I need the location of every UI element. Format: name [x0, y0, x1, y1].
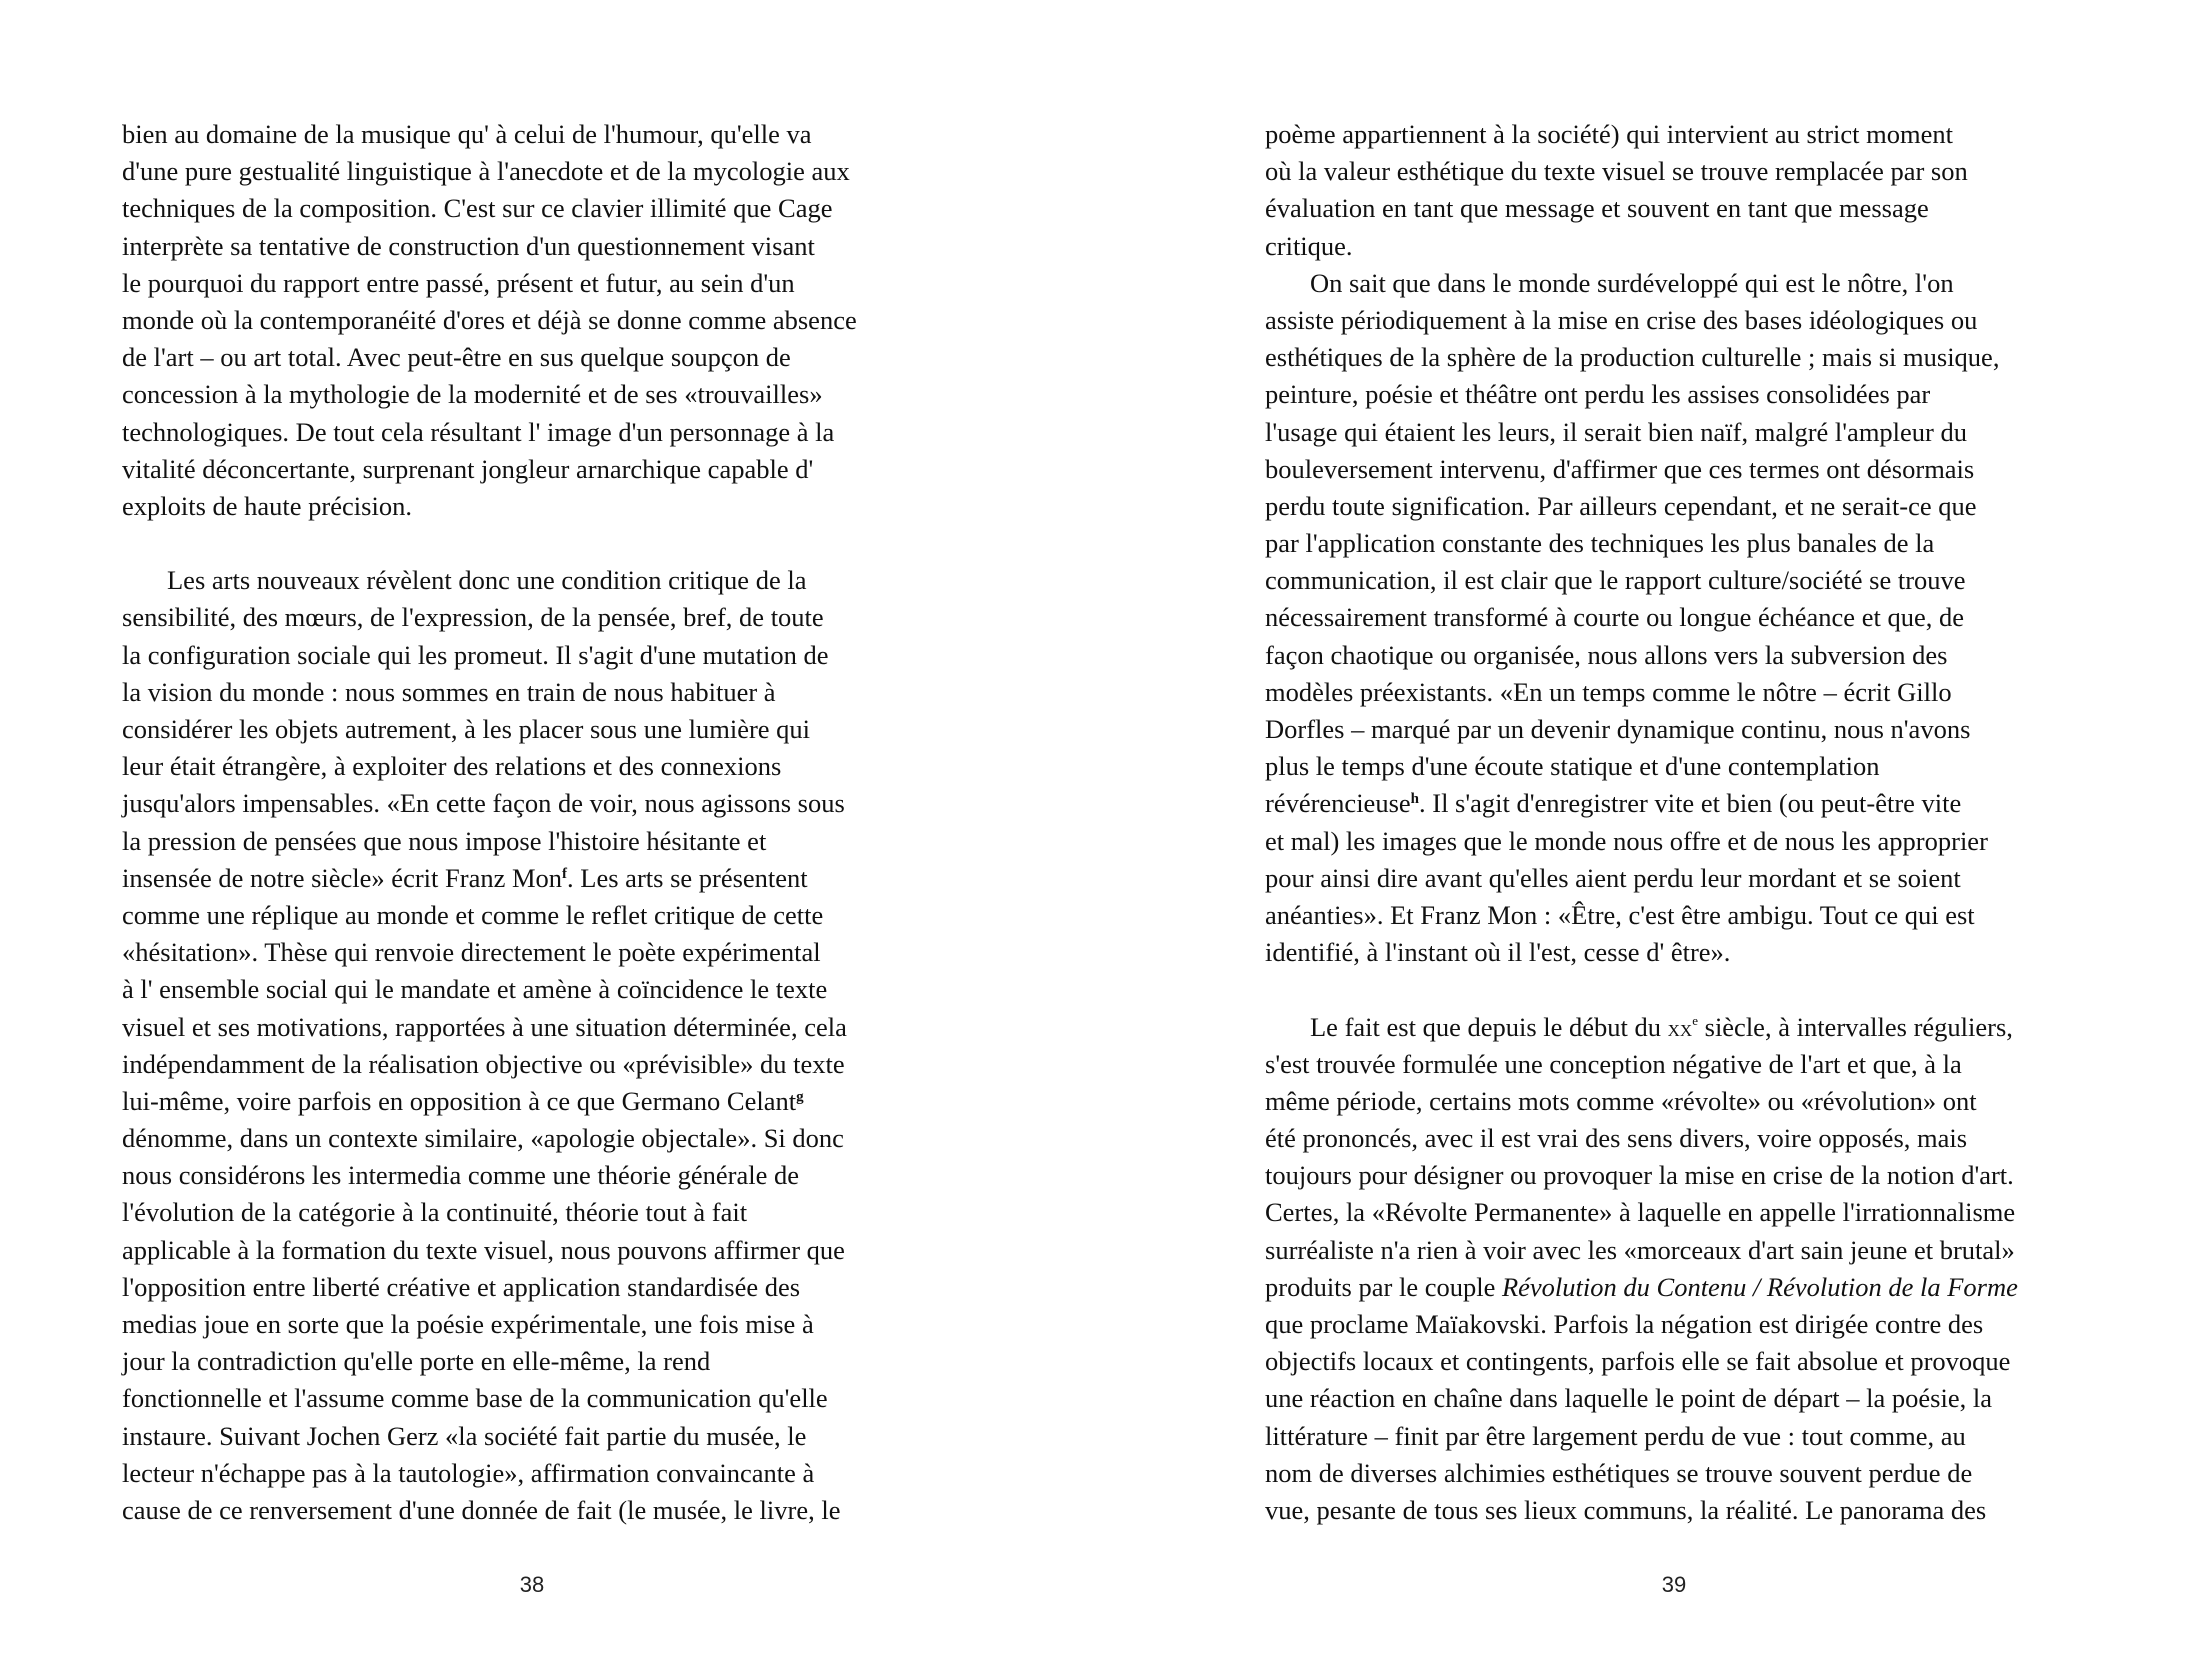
left-page — [0, 0, 1102, 1654]
text-line: assiste périodiquement à la mise en crise des bases idéologiques ou — [1265, 304, 1978, 335]
text-line: nom de diverses alchimies esthétiques se trouve souvent perdue de — [1265, 1457, 1973, 1488]
text-line: l'usage qui étaient les leurs, il serait bien naïf, malgré l'ampleur du — [1265, 416, 1968, 447]
ordinal-superscript: e — [1692, 1012, 1698, 1028]
text-line: monde où la contemporanéité d'ores et déjà se donne comme absence — [122, 304, 857, 335]
text-line: jusqu'alors impensables. «En cette façon de voir, nous agissons sous — [122, 788, 845, 819]
text-line: considérer les objets autrement, à les placer sous une lumière qui — [122, 714, 811, 744]
footnote-marker: h — [1410, 791, 1419, 808]
text-line: communication, il est clair que le rapport culture/société se trouve — [1265, 565, 1966, 596]
text-line — [1265, 785, 2083, 822]
text-line: jour la contradiction qu'elle porte en elle-même, la rend — [122, 1346, 711, 1377]
text-line: «hésitation». Thèse qui renvoie directement le poète expérimental — [122, 937, 821, 968]
roman-numeral: xx — [1667, 1015, 1693, 1042]
text-line: d'une pure gestualité linguistique à l'anecdote et de la mycologie aux — [122, 156, 850, 187]
text-segment: lui-même, voire parfois en opposition à ce que Germano Celant — [122, 1085, 797, 1116]
text-line: de l'art – ou art total. Avec peut-être en sus quelque soupçon de — [122, 342, 791, 373]
body-text — [1265, 116, 2083, 1529]
paragraph-break — [122, 525, 942, 562]
text-line: applicable à la formation du texte visuel, nous pouvons affirmer que — [122, 1234, 845, 1265]
text-line: esthétiques de la sphère de la production culturelle ; mais si musique, — [1265, 342, 2000, 373]
text-line: critique. — [1265, 230, 1353, 261]
text-line: nécessairement transformé à courte ou longue échéance et que, de — [1265, 602, 1964, 633]
text-line: littérature – finit par être largement perdu de vue : tout comme, au — [1265, 1420, 1966, 1451]
text-line: où la valeur esthétique du texte visuel se trouve remplacée par son — [1265, 156, 1968, 187]
text-line: Certes, la «Révolte Permanente» à laquelle en appelle l'irrationnalisme — [1265, 1197, 2016, 1228]
text-line: Dorfles – marqué par un devenir dynamique continu, nous n'avons — [1265, 714, 1971, 744]
text-line — [122, 860, 942, 897]
text-line: leur était étrangère, à exploiter des relations et des connexions — [122, 751, 782, 782]
text-line: identifié, à l'instant où il l'est, cesse d' être». — [1265, 937, 1731, 968]
text-line: l'évolution de la catégorie à la continuité, théorie tout à fait — [122, 1197, 748, 1228]
text-line: modèles préexistants. «En un temps comme le nôtre – écrit Gillo — [1265, 676, 1952, 707]
text-line: cause de ce renversement d'une donnée de fait (le musée, le livre, le — [122, 1494, 841, 1525]
footnote-marker: f — [562, 865, 568, 882]
text-line: exploits de haute précision. — [122, 490, 412, 521]
text-line: une réaction en chaîne dans laquelle le point de départ – la poésie, la — [1265, 1383, 1992, 1414]
text-line: interprète sa tentative de construction d'un questionnement visant — [122, 230, 815, 261]
right-page — [1102, 0, 2205, 1654]
page-number: 38 — [519, 1572, 545, 1597]
text-line: vue, pesante de tous ses lieux communs, la réalité. Le panorama des — [1265, 1494, 1987, 1525]
text-line: surréaliste n'a rien à voir avec les «morceaux d'art sain jeune et brutal» — [1265, 1234, 2015, 1265]
text-segment: révérencieuse — [1265, 788, 1411, 819]
text-segment: . Les arts se présentent — [567, 862, 808, 893]
text-segment: . Il s'agit d'enregistrer vite et bien (ou peut-être vite — [1419, 788, 1962, 819]
text-line: pour ainsi dire avant qu'elles aient perdu leur mordant et se soient — [1265, 862, 1961, 893]
text-line: Les arts nouveaux révèlent donc une condition critique de la — [167, 565, 807, 596]
text-line: medias joue en sorte que la poésie expérimentale, une fois mise à — [122, 1309, 814, 1339]
body-text — [122, 116, 942, 1529]
text-line: l'opposition entre liberté créative et application standardisée des — [122, 1271, 801, 1302]
paragraph-break — [1265, 971, 2083, 1008]
text-segment: siècle, à intervalles réguliers, — [1698, 1011, 2013, 1042]
text-line: concession à la mythologie de la modernité et de ses «trouvailles» — [122, 379, 823, 410]
text-line: la vision du monde : nous sommes en train de nous habituer à — [122, 676, 776, 707]
text-line: indépendamment de la réalisation objective ou «prévisible» du texte — [122, 1048, 845, 1079]
text-line — [1265, 1009, 2083, 1046]
footnote-marker: g — [796, 1088, 804, 1105]
text-line: techniques de la composition. C'est sur ce clavier illimité que Cage — [122, 193, 833, 224]
text-segment: produits par le couple — [1265, 1271, 1502, 1302]
text-line: perdu toute signification. Par ailleurs cependant, et ne serait-ce que — [1265, 490, 1977, 521]
text-segment: insensée de notre siècle» écrit Franz Mon — [122, 862, 563, 893]
text-line: sensibilité, des mœurs, de l'expression, de la pensée, bref, de toute — [122, 602, 824, 633]
text-line: comme une réplique au monde et comme le reflet critique de cette — [122, 899, 824, 930]
text-line: bouleversement intervenu, d'affirmer que ces termes ont désormais — [1265, 453, 1975, 484]
text-line: façon chaotique ou organisée, nous allons vers la subversion des — [1265, 639, 1948, 670]
text-line: anéanties». Et Franz Mon : «Être, c'est être ambigu. Tout ce qui est — [1265, 899, 1975, 930]
text-line — [1265, 1269, 2083, 1306]
text-line: peinture, poésie et théâtre ont perdu les assises consolidées par — [1265, 379, 1931, 410]
text-line: dénomme, dans un contexte similaire, «apologie objectale». Si donc — [122, 1123, 844, 1154]
text-line: visuel et ses motivations, rapportées à une situation déterminée, cela — [122, 1011, 847, 1042]
text-line: la configuration sociale qui les promeut. Il s'agit d'une mutation de — [122, 639, 829, 670]
text-line: évaluation en tant que message et souvent en tant que message — [1265, 193, 1929, 224]
text-line: la pression de pensées que nous impose l'histoire hésitante et — [122, 825, 767, 856]
text-line: bien au domaine de la musique qu' à celui de l'humour, qu'elle va — [122, 119, 812, 149]
text-line: plus le temps d'une écoute statique et d'une contemplation — [1265, 751, 1880, 782]
text-line: été prononcés, avec il est vrai des sens divers, voire opposés, mais — [1265, 1123, 1968, 1154]
text-line: lecteur n'échappe pas à la tautologie», affirmation convaincante à — [122, 1457, 815, 1488]
text-line: par l'application constante des techniques les plus banales de la — [1265, 528, 1935, 559]
text-line: poème appartiennent à la société) qui intervient au strict moment — [1265, 119, 1954, 149]
text-line: nous considérons les intermedia comme une théorie générale de — [122, 1160, 799, 1191]
text-line: objectifs locaux et contingents, parfois elle se fait absolue et provoque — [1265, 1346, 2011, 1377]
text-line — [122, 1083, 942, 1120]
text-line: s'est trouvée formulée une conception négative de l'art et que, à la — [1265, 1048, 1962, 1079]
text-line: toujours pour désigner ou provoquer la mise en crise de la notion d'art. — [1265, 1160, 2014, 1191]
text-line: le pourquoi du rapport entre passé, présent et futur, au sein d'un — [122, 267, 795, 298]
italic-text: Révolution du Contenu / Révolution de la Forme — [1501, 1271, 2018, 1302]
text-line: fonctionnelle et l'assume comme base de la communication qu'elle — [122, 1383, 828, 1414]
text-segment: Le fait est que depuis le début du — [1310, 1011, 1668, 1042]
page-number: 39 — [1661, 1572, 1687, 1597]
text-line: que proclame Maïakovski. Parfois la négation est dirigée contre des — [1265, 1309, 1984, 1339]
text-line: et mal) les images que le monde nous offre et de nous les approprier — [1265, 825, 1988, 856]
text-line: On sait que dans le monde surdéveloppé qui est le nôtre, l'on — [1310, 267, 1954, 298]
text-line: instaure. Suivant Jochen Gerz «la société fait partie du musée, le — [122, 1420, 807, 1451]
text-line: vitalité déconcertante, surprenant jongleur arnarchique capable d' — [122, 453, 814, 484]
text-line: technologiques. De tout cela résultant l' image d'un personnage à la — [122, 416, 835, 447]
text-line: à l' ensemble social qui le mandate et amène à coïncidence le texte — [122, 974, 828, 1005]
text-line: même période, certains mots comme «révolte» ou «révolution» ont — [1265, 1085, 1977, 1116]
